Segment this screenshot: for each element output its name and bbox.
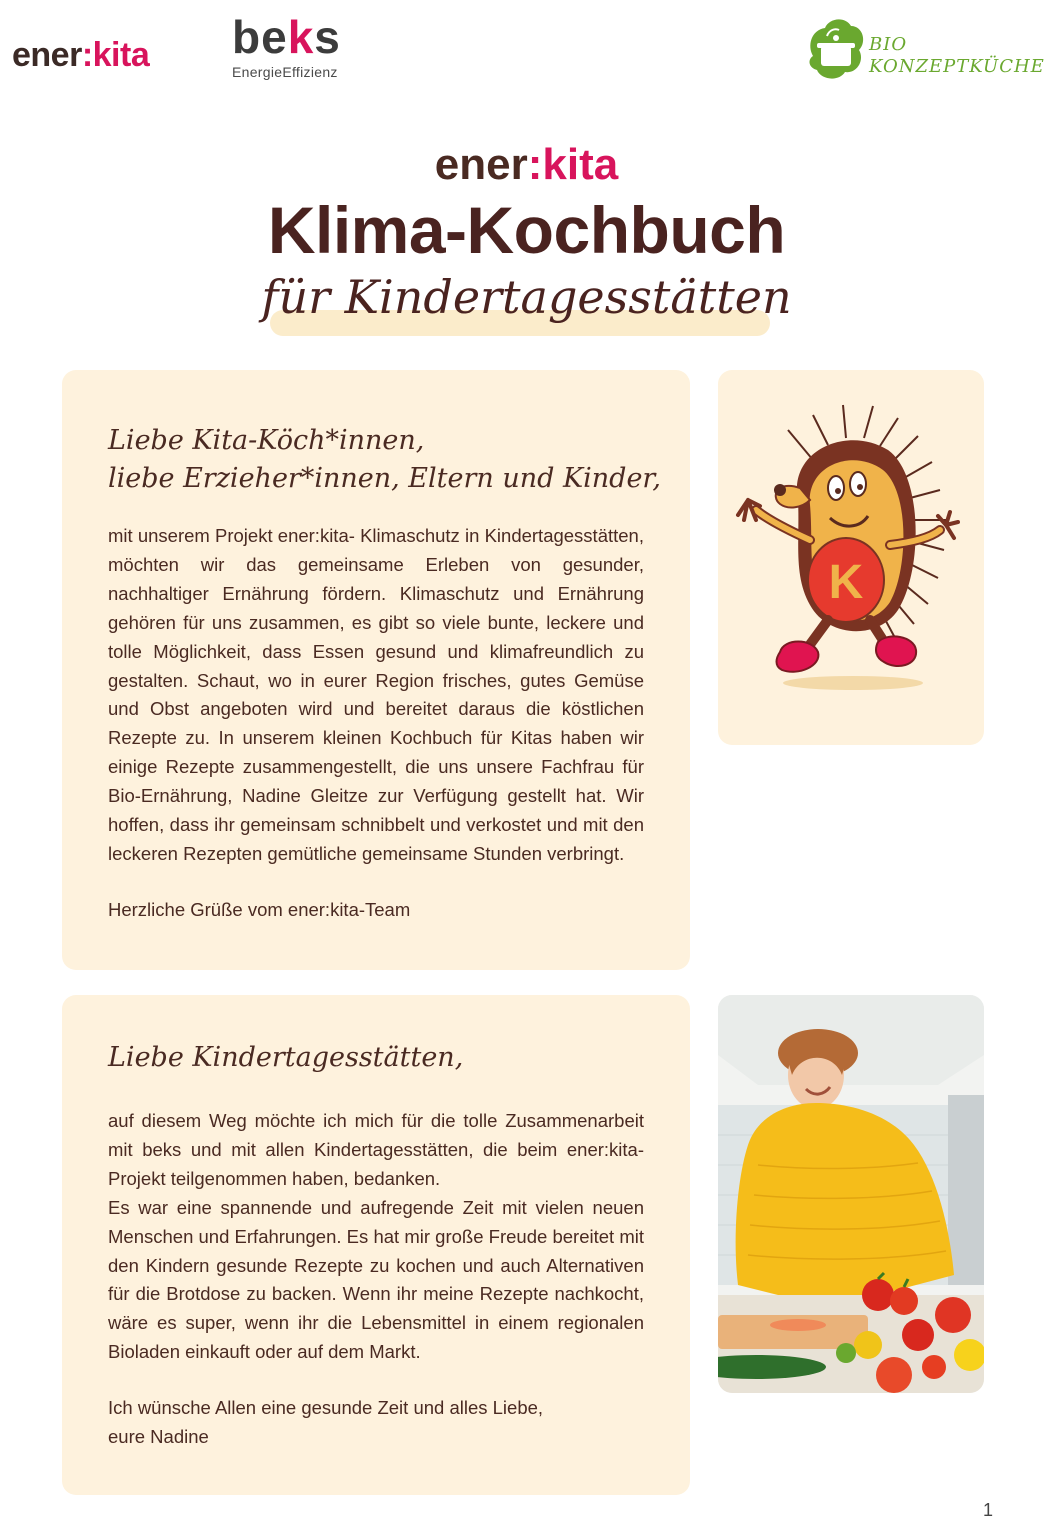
cook-photo <box>718 995 984 1393</box>
intro-signoff: Herzliche Grüße vom ener:kita-Team <box>108 899 411 920</box>
intro-paragraph: mit unserem Projekt ener:kita- Klimaschutz in Kindertagesstätten, möchten wir das gemeinsame Erleben von gesunder, nachhaltiger Ernährung fördern. Klimaschutz und Ernährung gehören für uns zusammen, es gibt so viele bunte, leckere und tolle Möglichkeit, dass Essen gesund und klimafreundlich zu gestalten. Schaut, wo in eurer Region frisches, gutes Gemüse und Obst angeboten wird und bereitet daraus die köstlichen Rezepte zu. In unserem kleinen Kochbuch für Kitas haben wir einige Rezepte zusammengestellt, die uns unsere Fachfrau für Bio-Ernährung, Nadine Gleitze zur Verfügung gestellt hat. Wir hoffen, dass ihr gemeinsam schnibbelt und verkostet und mit den leckeren Rezepten gemütliche gemeinsame Stunden verbringt. <box>108 525 644 864</box>
mascot-letter: K <box>828 556 864 609</box>
beks-logo-part-c: s <box>314 11 341 63</box>
enerkita-logo-suffix: :kita <box>81 36 150 74</box>
page-title: Klima-Kochbuch <box>267 193 786 267</box>
thanks-greeting: Liebe Kindertagesstätten, <box>108 1042 464 1073</box>
title-kicker-prefix: ener <box>434 140 528 189</box>
bio-logo-text <box>869 34 1045 78</box>
beks-logo-word <box>232 11 341 63</box>
bio-logo-line2: KONZEPTKÜCHE <box>869 56 1045 77</box>
thanks-paragraph-2: Es war eine spannende und aufregende Zeit mit vielen neuen Menschen und Erfahrungen. Es hat mir große Freude bereitet mit den Kindern gesunde Rezepte zu kochen und auch Alternativen für die Brotdose zu backen. Wenn ihr meine Rezepte nachkocht, wäre es super, wenn ihr die Lebensmittel in einem regionalen Bioladen einkauft oder auf dem Markt. <box>108 1196 644 1363</box>
bio-logo-line1: BIO <box>869 34 908 55</box>
hedgehog-mascot-illustration <box>718 370 984 745</box>
thanks-signoff <box>108 1394 543 1452</box>
thanks-body <box>108 1107 644 1367</box>
intro-greeting-line2: liebe Erzieher*innen, Eltern und Kinder, <box>108 463 661 494</box>
cooking-pot-icon <box>805 16 867 82</box>
intro-greeting <box>108 422 661 498</box>
beks-logo-part-b: k <box>287 11 315 63</box>
thanks-signoff-line2: eure Nadine <box>108 1425 209 1447</box>
beks-logo <box>232 11 341 80</box>
mascot-card <box>718 370 984 745</box>
beks-logo-subtitle: EnergieEffizienz <box>232 64 338 80</box>
bio-konzeptkueche-logo <box>805 16 1045 86</box>
title-kicker <box>0 140 1053 190</box>
intro-card <box>62 370 690 970</box>
thanks-card <box>62 995 690 1495</box>
intro-greeting-line1: Liebe Kita-Köch*innen, <box>108 425 425 456</box>
enerkita-logo <box>12 36 149 75</box>
thanks-signoff-line1: Ich wünsche Allen eine gesunde Zeit und alles Liebe, <box>108 1397 544 1418</box>
beks-logo-part-a: be <box>232 11 288 63</box>
title-kicker-suffix: :kita <box>527 140 619 189</box>
thanks-paragraph-1: auf diesem Weg möchte ich mich für die tolle Zusammenarbeit mit beks und mit allen Kindertagesstätten, die beim ener:kita-Projekt teilgenommen haben, bedanken. <box>108 1110 644 1189</box>
page-subtitle: für Kindertagesstätten <box>261 270 792 324</box>
enerkita-logo-prefix: ener <box>12 36 82 74</box>
page-number: 1 <box>983 1500 994 1520</box>
intro-body <box>108 522 644 869</box>
woman-cooking-photo-illustration <box>718 995 984 1393</box>
